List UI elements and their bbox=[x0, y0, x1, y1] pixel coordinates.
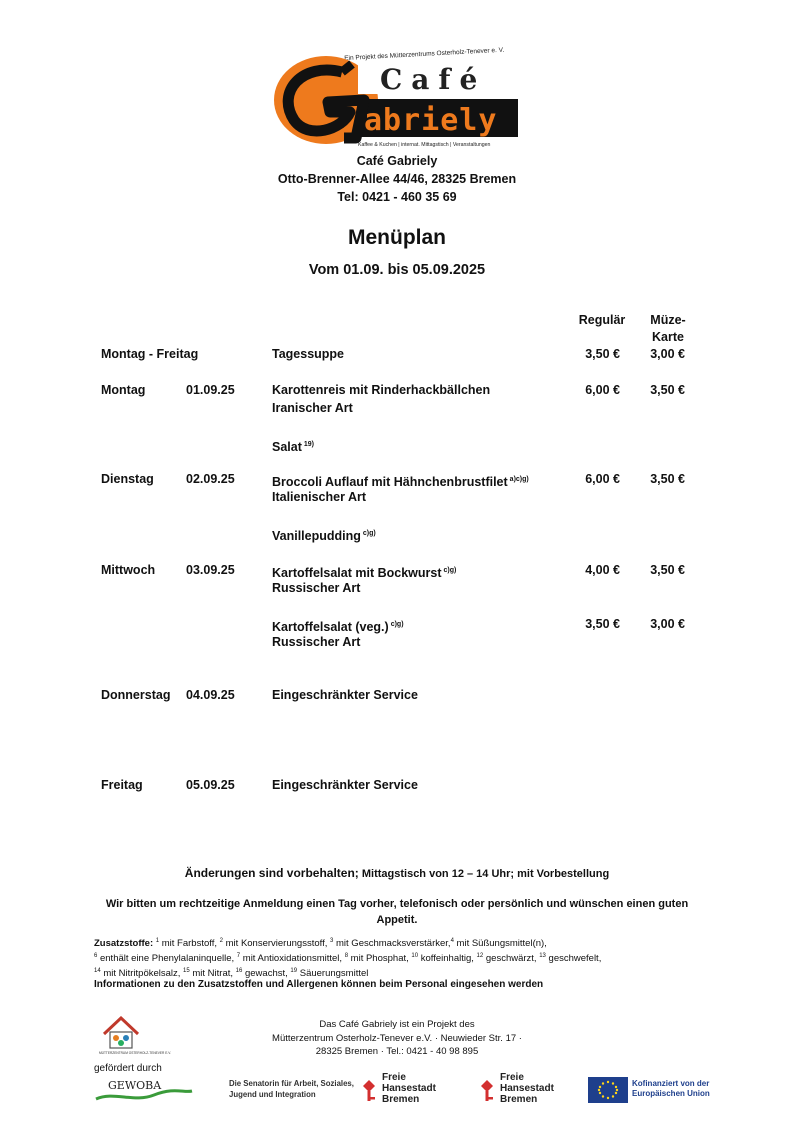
row-dish: Karottenreis mit Rinderhackbällchen bbox=[272, 383, 491, 397]
additive-number: 14 bbox=[94, 968, 101, 974]
row-price-muze: 3,00 € bbox=[650, 347, 685, 361]
additive-number: 16 bbox=[235, 968, 243, 974]
allergen-codes: c)g) bbox=[362, 530, 376, 537]
additive-text: geschwefelt, bbox=[545, 953, 602, 964]
allergen-codes: c)g) bbox=[443, 567, 457, 574]
street-address: Otto-Brenner-Allee 44/46, 28325 Bremen bbox=[277, 172, 517, 186]
additive-number: 12 bbox=[476, 953, 484, 959]
additive-text: mit Phosphat, bbox=[348, 953, 412, 964]
svg-text:GEWOBA: GEWOBA bbox=[108, 1079, 162, 1092]
row-dish-style: Italienischer Art bbox=[272, 490, 367, 504]
footer-line: Das Café Gabriely ist ein Projekt des bbox=[319, 1019, 475, 1030]
row-date: 01.09.25 bbox=[186, 383, 235, 397]
registration-note: Wir bitten um rechtzeitige Anmeldung einen Tag vorher, telefonisch oder persönlich und wünschen einen guten Appetit. bbox=[105, 898, 689, 926]
additive-number: 19 bbox=[290, 968, 298, 974]
row-price-muze: 3,50 € bbox=[650, 472, 685, 486]
row-price-regular: 4,00 € bbox=[585, 563, 620, 577]
additive-text: mit Farbstoff, bbox=[159, 938, 220, 949]
footer-line: Mütterzentrum Osterholz-Tenever e.V. · Neuwieder Str. 17 · bbox=[272, 1032, 522, 1044]
additive-number: 15 bbox=[183, 968, 190, 974]
row-dish: Salat $^{19)}$ bbox=[272, 440, 315, 454]
cafe-address bbox=[0, 152, 794, 206]
allergen-codes: 19) bbox=[303, 441, 315, 448]
additive-number: 10 bbox=[411, 953, 419, 959]
row-dish: Broccoli Auflauf mit Hähnchenbrustfilet $^{a)c)g)}$ bbox=[272, 475, 529, 489]
row-day: Donnerstag bbox=[101, 688, 171, 702]
row-price-muze: 3,00 € bbox=[650, 617, 685, 631]
additive-number: 6 bbox=[94, 953, 98, 959]
column-header-regular: Regulär bbox=[578, 313, 626, 327]
additive-text: mit Antioxidationsmittel, bbox=[240, 953, 345, 964]
row-price-regular: 6,00 € bbox=[585, 472, 620, 486]
additive-text: mit Süßungsmittel(n), bbox=[453, 938, 547, 949]
row-dish: Eingeschränkter Service bbox=[272, 688, 418, 702]
muetterzentrum-logo bbox=[96, 1012, 171, 1058]
row-price-muze: 3,50 € bbox=[650, 383, 685, 397]
row-day: Dienstag bbox=[101, 472, 154, 486]
eu-cofunded-logo: Kofinanziert von der Europäischen Union bbox=[588, 1077, 720, 1103]
row-price-regular: 3,50 € bbox=[585, 617, 620, 631]
additive-number: 4 bbox=[450, 938, 454, 944]
allergen-info: Informationen zu den Zusatzstoffen und Allergenen können beim Personal eingesehen werden bbox=[94, 979, 544, 990]
row-dish: Kartoffelsalat mit Bockwurst $^{c)g)}$ bbox=[272, 566, 457, 580]
funded-by-label: gefördert durch bbox=[94, 1063, 162, 1074]
additive-number: 13 bbox=[539, 953, 546, 959]
row-dish: Kartoffelsalat (veg.) $^{c)g)}$ bbox=[272, 620, 404, 634]
additive-number: 2 bbox=[219, 938, 223, 944]
row-day: Mittwoch bbox=[101, 563, 156, 577]
row-dish: Tagessuppe bbox=[272, 347, 345, 361]
logo-word-gabriely: abriely bbox=[364, 103, 498, 138]
gewoba-logo bbox=[94, 1077, 194, 1103]
footer-line: 28325 Bremen · Tel.: 0421 - 40 98 895 bbox=[315, 1046, 479, 1057]
row-day: Montag - Freitag bbox=[101, 347, 199, 361]
row-price-muze: 3,50 € bbox=[650, 563, 685, 577]
row-day: Freitag bbox=[101, 778, 143, 792]
bremen-key-icon bbox=[478, 1078, 496, 1104]
additive-text: mit Nitrat, bbox=[189, 968, 236, 979]
additive-text: geschwärzt, bbox=[483, 953, 540, 964]
additive-text: gewachst, bbox=[242, 968, 291, 979]
additive-text: enthält eine Phenylalaninquelle, bbox=[97, 953, 237, 964]
row-dish: Vanillepudding $^{c)g)}$ bbox=[272, 529, 376, 543]
allergen-codes: a)c)g) bbox=[509, 476, 529, 483]
cafe-name: Café Gabriely bbox=[356, 154, 438, 168]
additives-list bbox=[94, 935, 714, 980]
additive-number: 1 bbox=[155, 938, 160, 944]
row-price-regular: 3,50 € bbox=[585, 347, 620, 361]
row-dish: Eingeschränkter Service bbox=[272, 778, 418, 792]
eu-flag-icon bbox=[588, 1077, 628, 1103]
row-dish-style: Iranischer Art bbox=[272, 401, 353, 415]
additive-text: mit Geschmacksverstärker, bbox=[333, 938, 451, 949]
column-header-muze-line2: Karte bbox=[652, 330, 684, 344]
phone-number: Tel: 0421 - 460 35 69 bbox=[337, 190, 457, 204]
additive-text: mit Nitritpökelsalz, bbox=[100, 968, 184, 979]
additive-text: koffeinhaltig, bbox=[418, 953, 477, 964]
senator-logo: Die Senatorin für Arbeit, Soziales, Jugend und Integration bbox=[229, 1079, 354, 1099]
mz-logo-text: MÜTTERZENTRUM OSTERHOLZ-TENEVER E.V. bbox=[99, 1051, 171, 1055]
footer-project-info bbox=[200, 1018, 594, 1059]
bremen-key-icon bbox=[360, 1078, 378, 1104]
row-price-regular: 6,00 € bbox=[585, 383, 620, 397]
column-header-muze-line1: Müze- bbox=[650, 313, 686, 327]
additive-text: Säuerungsmittel bbox=[297, 968, 369, 979]
additive-number: 8 bbox=[344, 953, 349, 959]
bremen-logo: Freie Hansestadt Bremen bbox=[360, 1072, 452, 1108]
changes-note: Änderungen sind vorbehalten; Mittagstisch von 12 – 14 Uhr; mit Vorbestellung bbox=[184, 866, 610, 880]
additive-text: mit Konservierungsstoff, bbox=[223, 938, 331, 949]
row-date: 02.09.25 bbox=[186, 472, 235, 486]
additives-label: Zusatzstoffe: bbox=[94, 938, 154, 949]
row-dish-style: Russischer Art bbox=[272, 635, 361, 649]
page-title: Menüplan bbox=[348, 226, 446, 249]
logo-tagline-top: Ein Projekt des Mütterzentrums Osterholz-Tenever e. V. bbox=[344, 46, 505, 63]
menu-period: Vom 01.09. bis 05.09.2025 bbox=[308, 262, 486, 278]
logo-word-cafe: Café bbox=[380, 63, 487, 96]
cafe-gabriely-logo bbox=[272, 42, 522, 150]
additive-number: 7 bbox=[236, 953, 241, 959]
row-date: 05.09.25 bbox=[186, 778, 235, 792]
row-dish-style: Russischer Art bbox=[272, 581, 361, 595]
row-date: 04.09.25 bbox=[186, 688, 235, 702]
row-day: Montag bbox=[101, 383, 146, 397]
additive-number: 3 bbox=[330, 938, 334, 944]
logo-tagline-bottom: Kaffee & Kuchen | internat. Mittagstisch | Veranstaltungen bbox=[358, 142, 491, 148]
allergen-codes: c)g) bbox=[390, 621, 404, 628]
row-date: 03.09.25 bbox=[186, 563, 235, 577]
column-header-muze bbox=[640, 312, 696, 346]
bremen-logo-2: Freie Hansestadt Bremen bbox=[478, 1072, 570, 1108]
